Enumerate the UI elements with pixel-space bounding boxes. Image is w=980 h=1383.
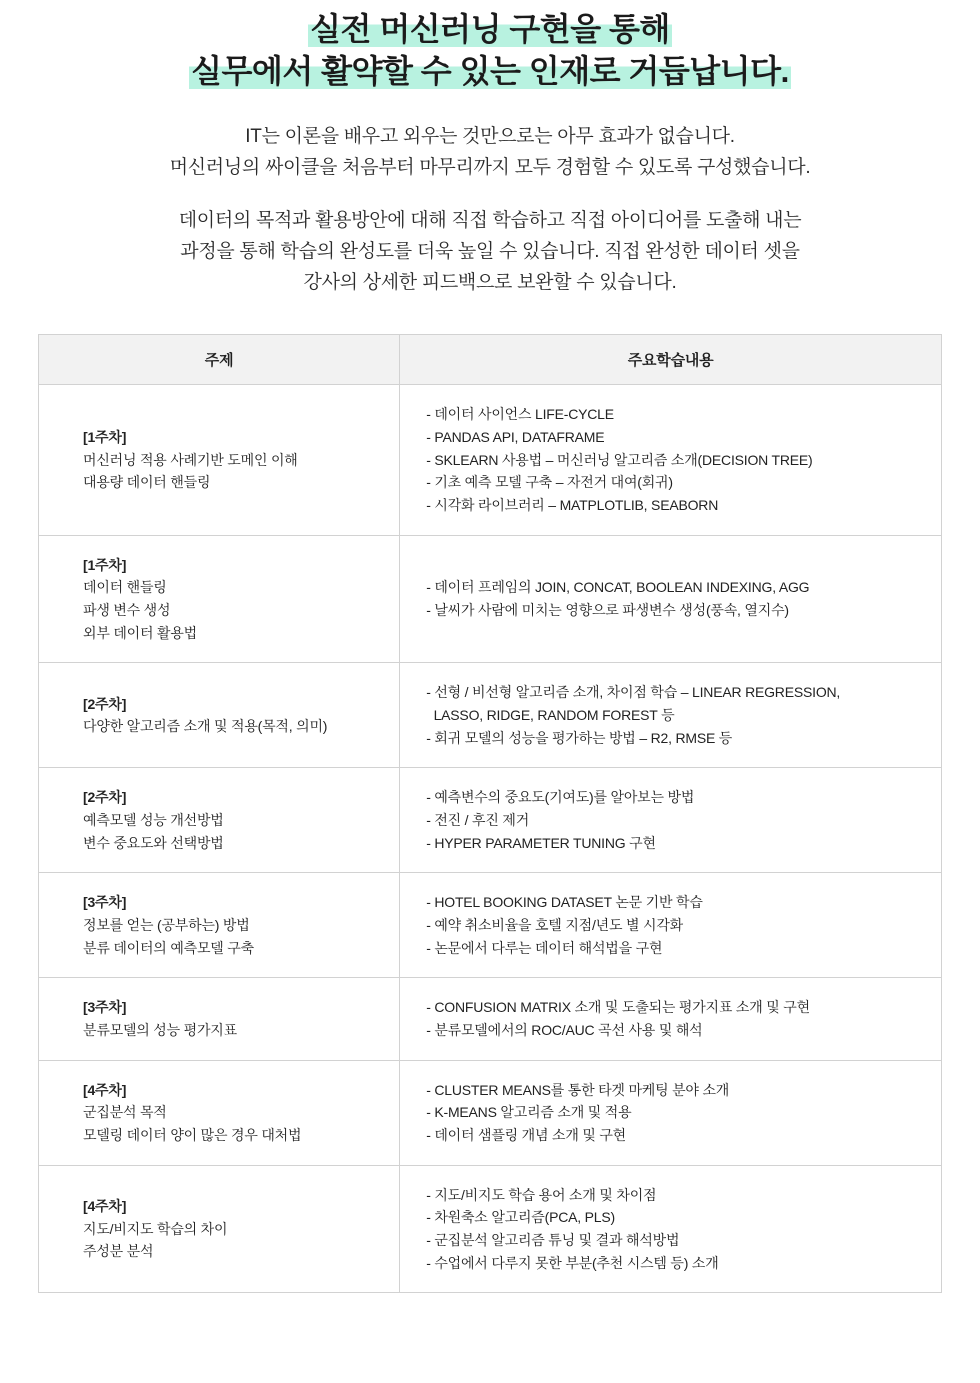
row-content-line: - 데이터 사이언스 LIFE-CYCLE xyxy=(426,406,614,423)
row-topic-cell xyxy=(39,535,400,663)
intro-p1-line1: IT는 이론을 배우고 외우는 것만으로는 아무 효과가 없습니다. xyxy=(245,126,735,148)
row-content-line: - 데이터 샘플링 개념 소개 및 구현 xyxy=(426,1127,626,1144)
intro-p2-line3: 강사의 상세한 피드백으로 보완할 수 있습니다. xyxy=(303,271,677,293)
intro-p2-line1: 데이터의 목적과 활용방안에 대해 직접 학습하고 직접 아이디어를 도출해 내는 xyxy=(178,210,802,231)
column-header-content: 주요학습내용 xyxy=(400,335,942,385)
row-topic-line: 대용량 데이터 핸들링 xyxy=(83,474,211,491)
table-row xyxy=(39,385,942,535)
row-topic-line: 변수 중요도와 선택방법 xyxy=(83,834,224,851)
page-title xyxy=(0,0,980,92)
row-content-cell xyxy=(400,873,942,978)
row-content-line: - HYPER PARAMETER TUNING 구현 xyxy=(426,834,656,851)
row-topic-line: 지도/비지도 학습의 차이 xyxy=(83,1220,228,1237)
intro-p1-line2: 머신러닝의 싸이클을 처음부터 마무리까지 모두 경험할 수 있도록 구성했습니다. xyxy=(169,157,811,179)
intro-p2-line2: 과정을 통해 학습의 완성도를 더욱 높일 수 있습니다. 직접 완성한 데이터 셋을 xyxy=(180,240,800,262)
row-topic-line: 분류 데이터의 예측모델 구축 xyxy=(83,939,254,956)
row-content-line: - 논문에서 다루는 데이터 해석법을 구현 xyxy=(426,939,663,956)
intro-paragraph-1 xyxy=(60,122,920,184)
row-content-line: - 선형 / 비선형 알고리즘 소개, 차이점 학습 – LINEAR REGRESSION, xyxy=(426,684,841,701)
row-topic-line: 다양한 알고리즘 소개 및 적용(목적, 의미) xyxy=(83,718,328,735)
column-header-topic: 주제 xyxy=(39,335,400,385)
row-week-label: [2주차] xyxy=(83,789,127,806)
row-week-label: [1주차] xyxy=(83,428,127,445)
headline-line-1 xyxy=(40,8,940,50)
row-content-line: - 시각화 라이브러리 – MATPLOTLIB, SEABORN xyxy=(426,496,719,513)
row-content-cell xyxy=(400,1165,942,1293)
table-header-row xyxy=(39,335,942,385)
row-content-line: - HOTEL BOOKING DATASET 논문 기반 학습 xyxy=(426,894,703,911)
row-content-line: - 회귀 모델의 성능을 평가하는 방법 – R2, RMSE 등 xyxy=(426,729,733,746)
row-content-cell xyxy=(400,535,942,663)
row-content-line: - CONFUSION MATRIX 소개 및 도출되는 평가지표 소개 및 구현 xyxy=(426,999,810,1016)
row-week-label: [3주차] xyxy=(83,894,127,911)
row-content-line: - 전진 / 후진 제거 xyxy=(426,812,530,829)
row-week-label: [3주차] xyxy=(83,999,127,1016)
row-week-label: [4주차] xyxy=(83,1081,127,1098)
row-topic-cell xyxy=(39,1060,400,1165)
row-content-line: - 데이터 프레임의 JOIN, CONCAT, BOOLEAN INDEXING, AGG xyxy=(426,579,810,596)
row-content-line: - 예약 취소비율을 호텔 지점/년도 별 시각화 xyxy=(426,917,683,934)
row-content-line: - CLUSTER MEANS를 통한 타겟 마케팅 분야 소개 xyxy=(426,1081,730,1098)
intro-paragraph-2 xyxy=(60,206,920,298)
row-topic-line: 분류모델의 성능 평가지표 xyxy=(83,1022,237,1039)
row-topic-line: 군집분석 목적 xyxy=(83,1104,167,1121)
row-content-line: - 날씨가 사람에 미치는 영향으로 파생변수 생성(풍속, 열지수) xyxy=(426,602,789,618)
row-content-line: - 차원축소 알고리즘(PCA, PLS) xyxy=(426,1209,615,1226)
table-row xyxy=(39,535,942,663)
table-row xyxy=(39,768,942,873)
row-topic-cell xyxy=(39,978,400,1060)
table-row xyxy=(39,978,942,1060)
table-body xyxy=(39,385,942,1293)
table-row xyxy=(39,1060,942,1165)
row-content-line: - 분류모델에서의 ROC/AUC 곡선 사용 및 해석 xyxy=(426,1022,703,1039)
row-topic-cell xyxy=(39,768,400,873)
table-row xyxy=(39,873,942,978)
row-content-line: - 지도/비지도 학습 용어 소개 및 차이점 xyxy=(426,1186,657,1203)
row-topic-line: 예측모델 성능 개선방법 xyxy=(83,812,224,829)
row-content-line: - SKLEARN 사용법 – 머신러닝 알고리즘 소개(DECISION TREE) xyxy=(426,451,813,468)
intro-section xyxy=(0,92,980,298)
row-content-line: - 군집분석 알고리즘 튜닝 및 결과 해석방법 xyxy=(426,1232,680,1249)
row-content-cell xyxy=(400,978,942,1060)
row-week-label: [2주차] xyxy=(83,695,127,712)
row-content-cell xyxy=(400,1060,942,1165)
row-topic-line: 파생 변수 생성 xyxy=(83,602,171,618)
row-content-cell xyxy=(400,385,942,535)
row-topic-line: 주성분 분석 xyxy=(83,1243,154,1260)
row-week-label: [4주차] xyxy=(83,1198,127,1215)
row-content-line: LASSO, RIDGE, RANDOM FOREST 등 xyxy=(426,707,675,724)
headline-text-1: 실전 머신러닝 구현을 통해 xyxy=(310,11,670,47)
row-topic-cell xyxy=(39,663,400,768)
row-content-line: - 수업에서 다루지 못한 부분(추천 시스템 등) 소개 xyxy=(426,1254,719,1271)
row-topic-line: 정보를 얻는 (공부하는) 방법 xyxy=(83,917,250,934)
table-row xyxy=(39,1165,942,1293)
row-content-line: - PANDAS API, DATAFRAME xyxy=(426,428,605,445)
row-topic-line: 모델링 데이터 양이 많은 경우 대처법 xyxy=(83,1127,302,1144)
row-week-label: [1주차] xyxy=(83,556,127,573)
row-topic-cell xyxy=(39,873,400,978)
row-content-cell xyxy=(400,663,942,768)
row-content-line: - 예측변수의 중요도(기여도)를 알아보는 방법 xyxy=(426,789,695,806)
curriculum-table-wrap xyxy=(0,298,980,1293)
table-header xyxy=(39,335,942,385)
row-content-line: - 기초 예측 모델 구축 – 자전거 대여(회귀) xyxy=(426,474,673,491)
headline-text-2: 실무에서 활약할 수 있는 인재로 거듭납니다. xyxy=(191,53,789,90)
row-topic-cell xyxy=(39,1165,400,1293)
curriculum-table xyxy=(38,334,942,1293)
headline-line-2 xyxy=(40,50,940,92)
row-content-line: - K-MEANS 알고리즘 소개 및 적용 xyxy=(426,1104,632,1121)
row-topic-line: 데이터 핸들링 xyxy=(83,579,167,596)
row-topic-line: 외부 데이터 활용법 xyxy=(83,624,197,641)
table-row xyxy=(39,663,942,768)
row-topic-cell xyxy=(39,385,400,535)
row-topic-line: 머신러닝 적용 사례기반 도메인 이해 xyxy=(83,451,298,468)
row-content-cell xyxy=(400,768,942,873)
